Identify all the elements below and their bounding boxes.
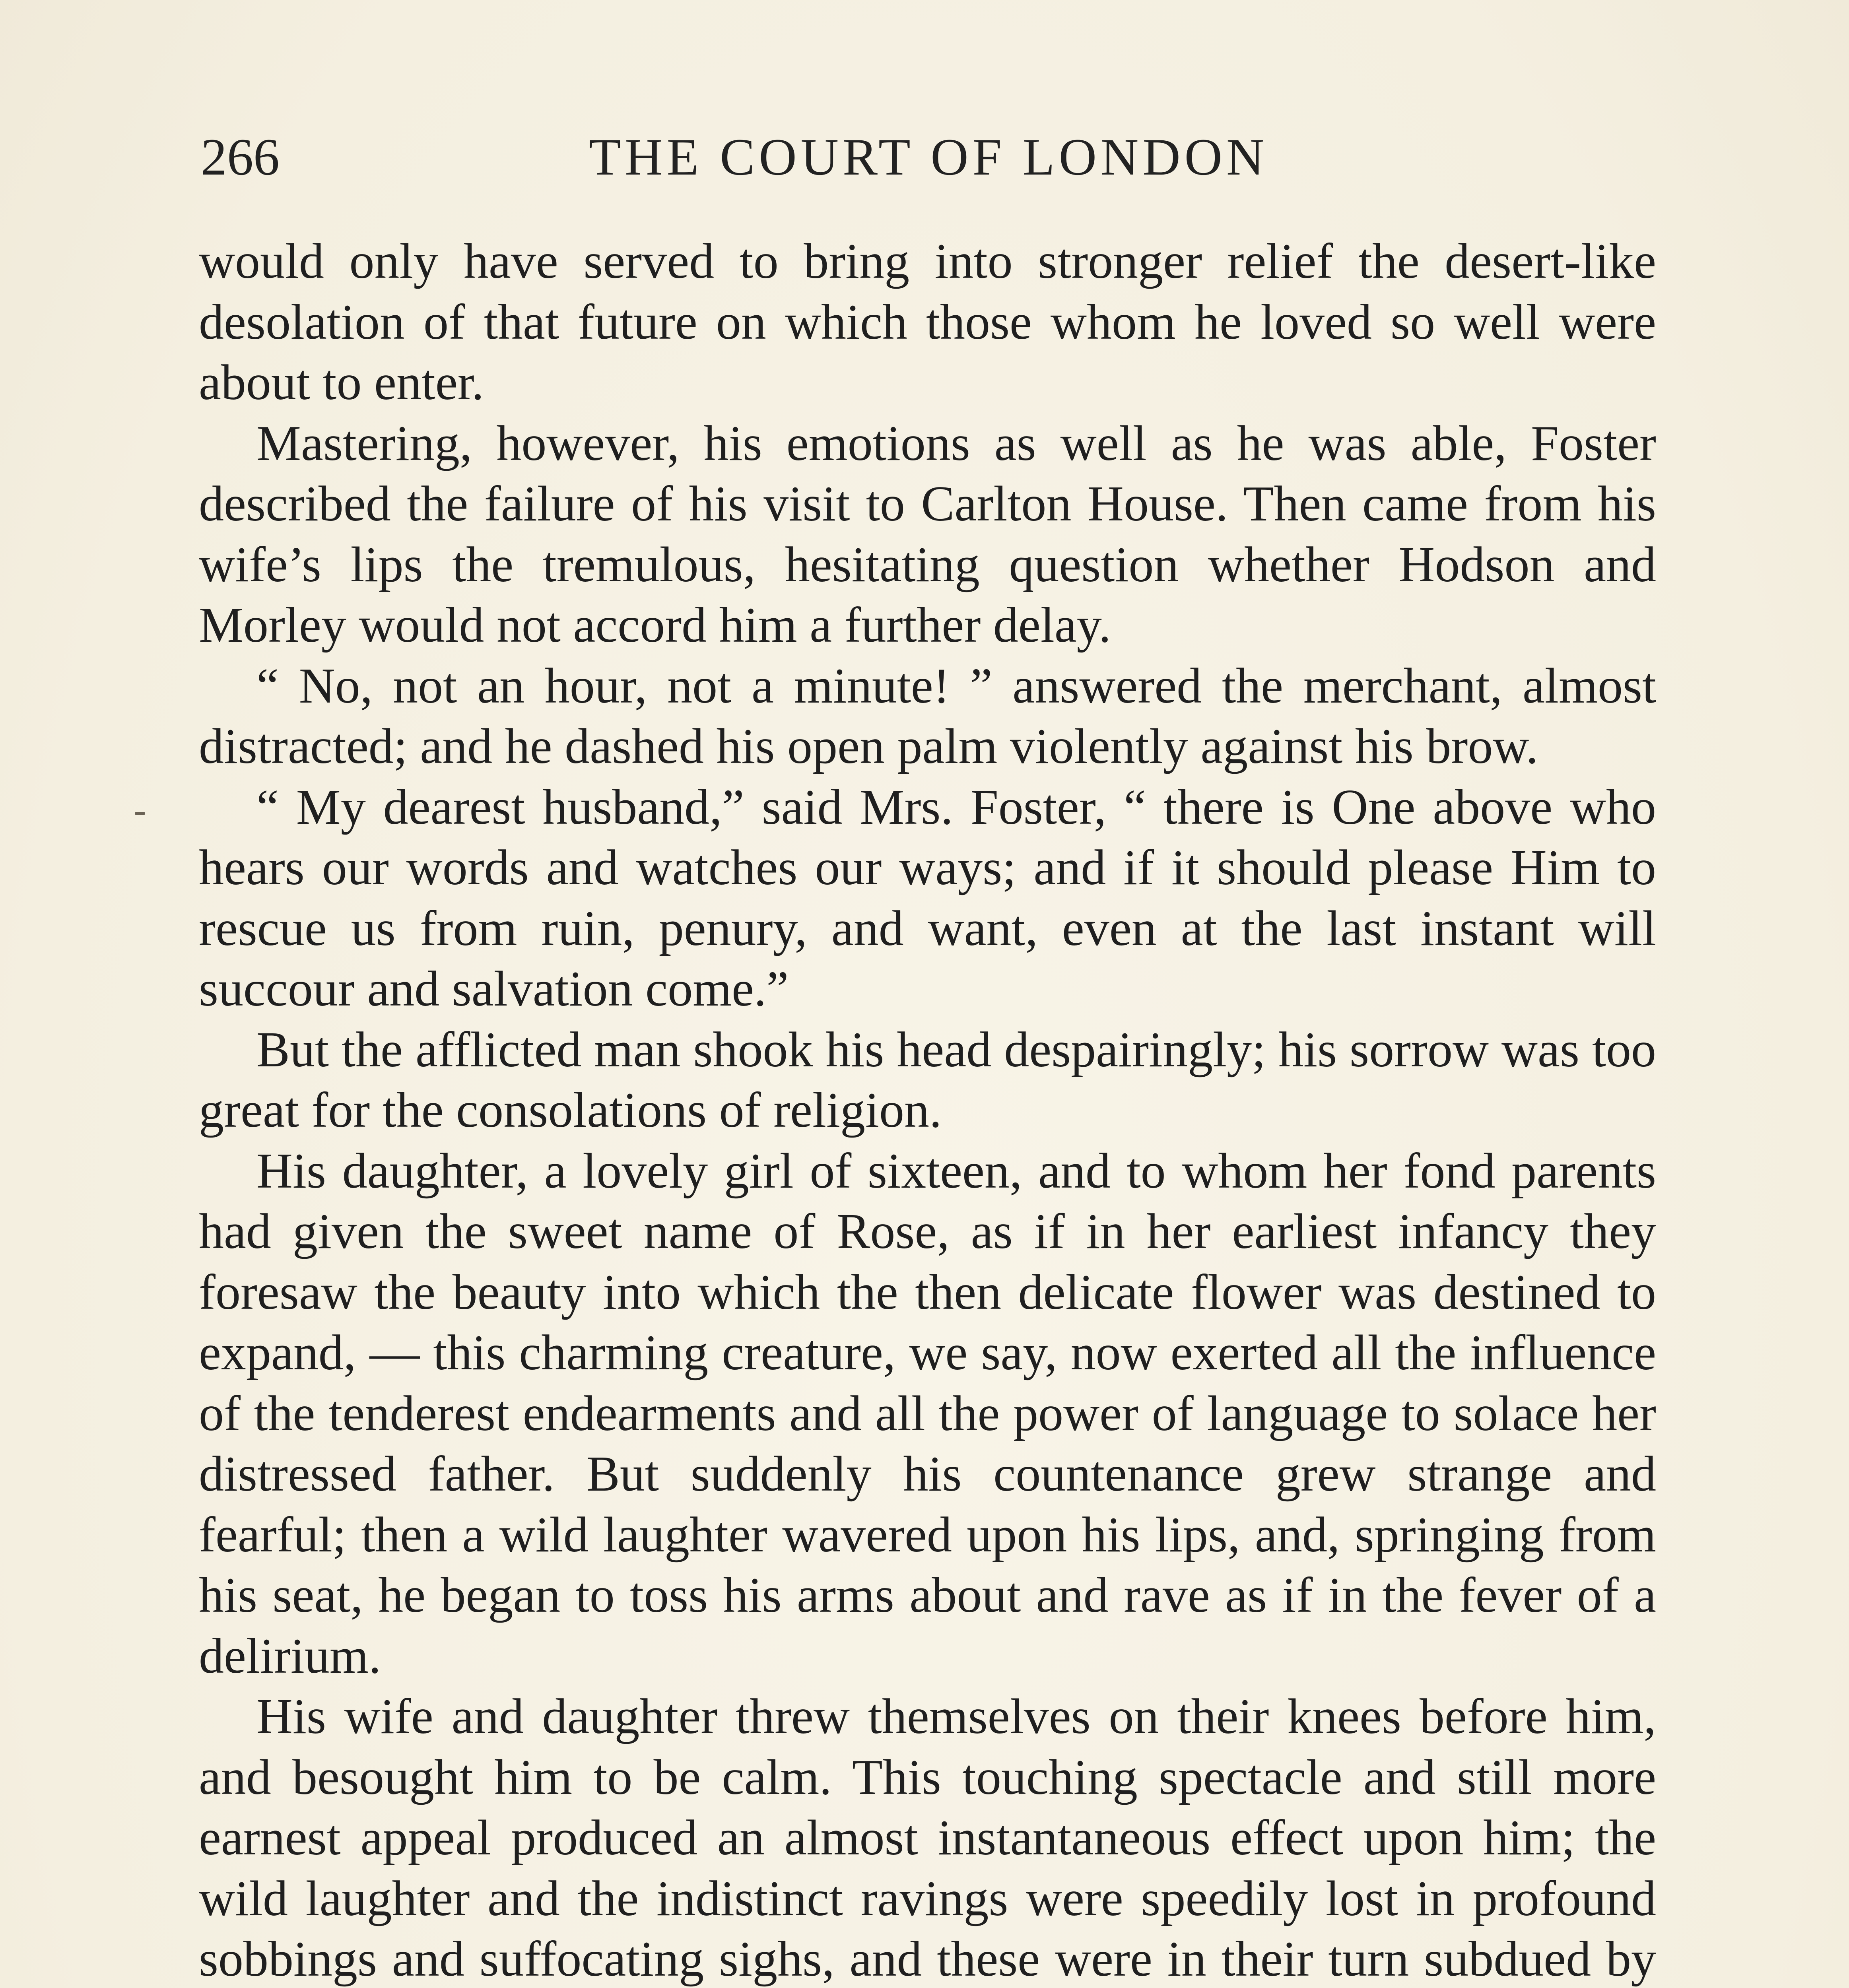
body-text xyxy=(199,231,1656,1988)
paragraph: “ My dearest husband,” said Mrs. Foster, “ there is One above who hears our words and watches our ways; and if it should please Him to rescue us from ruin, penury, and want, even at the last instant will succour and salvation come.” xyxy=(199,779,1656,1017)
paragraph: would only have served to bring into stronger relief the desert-like desolation of that future on which those whom he loved so well were about to enter. xyxy=(199,234,1656,410)
running-title: THE COURT OF LONDON xyxy=(588,128,1268,186)
paragraph: His daughter, a lovely girl of sixteen, and to whom her fond parents had given the sweet name of Rose, as if in her earliest infancy they foresaw the beauty into which the then delicate flower was destined to expand, — this charming creature, we say, now exerted all the influence of the tenderest endearments and all the power of language to solace her distressed father. But suddenly his countenance grew strange and fearful; then a wild laughter wavered upon his lips, and, springing from his seat, he began to toss his arms about and rave as if in the fever of a delirium. xyxy=(199,1143,1656,1684)
paragraph: Mastering, however, his emotions as well as he was able, Foster described the failure of his visit to Carlton House. Then came from his wife’s lips the tremulous, hesitating question whether Hodson and Morley would not accord him a further delay. xyxy=(199,415,1656,653)
paragraph: His wife and daughter threw themselves on their knees before him, and besought him to be calm. This touching spectacle and still more earnest appeal produced an almost instantaneous effect upon him; the wild laughter and the indistinct ravings were speedily lost in profound sobbings and suffocating sighs, and these were in their turn subdued by xyxy=(199,1689,1656,1987)
paragraph: But the afflicted man shook his head despairingly; his sorrow was too great for the consolations of religion. xyxy=(199,1022,1656,1138)
margin-mark xyxy=(135,812,145,815)
page-header xyxy=(201,126,1656,194)
page-number: 266 xyxy=(201,128,280,186)
paragraph: “ No, not an hour, not a minute! ” answered the merchant, almost distracted; and he dashed his open palm violently against his brow. xyxy=(199,658,1656,774)
